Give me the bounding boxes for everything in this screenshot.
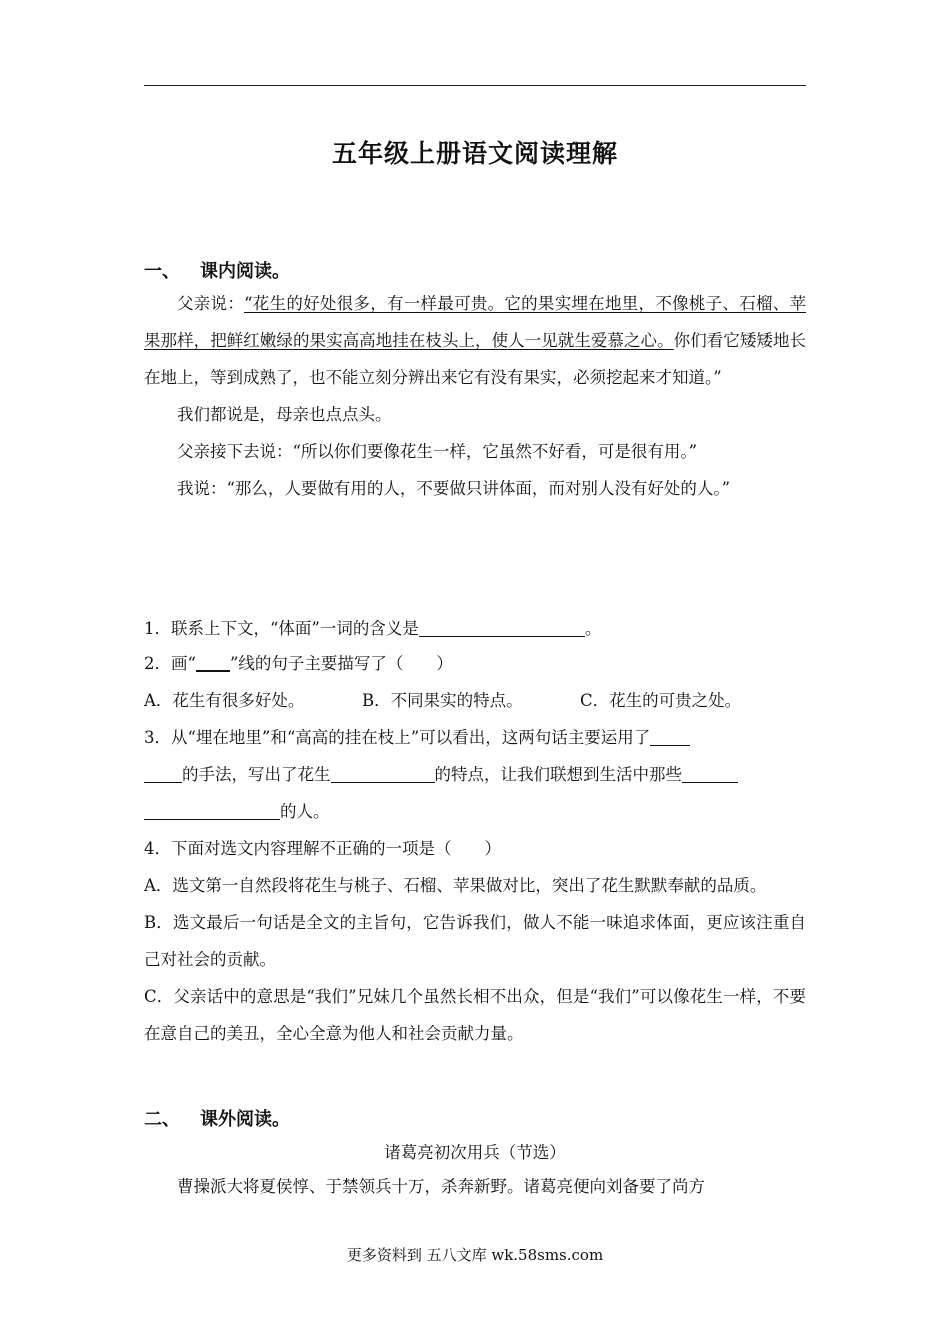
question-2 bbox=[144, 645, 806, 682]
answer-blank bbox=[650, 729, 690, 747]
underline-mark-sample bbox=[196, 655, 230, 672]
section2-passage bbox=[144, 1168, 806, 1205]
section2-paragraph-1: 曹操派大将夏侯惇、于禁领兵十万，杀奔新野。诸葛亮便向刘备要了尚方 bbox=[177, 1177, 705, 1196]
passage-paragraph-4: 我说：“那么，人要做有用的人，不要做只讲体面，而对别人没有好处的人。” bbox=[177, 479, 731, 498]
question-2-text-end: ”线的句子主要描写了（ ） bbox=[229, 654, 453, 673]
section2-heading bbox=[144, 1105, 290, 1131]
passage-paragraph-1 bbox=[144, 285, 806, 396]
section2-heading-number: 二、 bbox=[144, 1109, 180, 1130]
answer-blank bbox=[682, 766, 738, 784]
paragraph-1-rest: 你们看它矮矮地长在地上，等到成熟了，也不能立刻分辨出来它有没有果实，必须挖起来才知道。” bbox=[144, 331, 806, 387]
question-3-line-3 bbox=[144, 793, 806, 830]
page-title: 五年级上册语文阅读理解 bbox=[331, 139, 618, 168]
question-3-text-3: 的特点，让我们联想到生活中那些 bbox=[434, 765, 682, 784]
question-1-text: 1．联系上下文，“体面”一词的含义是 bbox=[144, 619, 419, 638]
option-a: A．花生有很多好处。 bbox=[144, 691, 305, 710]
section1-heading-number: 一、 bbox=[144, 261, 180, 282]
answer-blank bbox=[144, 803, 280, 821]
footer-text: 更多资料到 五八文库 wk.58sms.com bbox=[346, 1246, 604, 1264]
question-4-option-c: C．父亲话中的意思是“我们”兄妹几个虽然长相不出众，但是“我们”可以像花生一样，不要在意自己的美丑，全心全意为他人和社会贡献力量。 bbox=[144, 987, 806, 1043]
question-4-option-b: B．选文最后一句话是全文的主旨句，它告诉我们，做人不能一味追求体面，更应该注重自己对社会的贡献。 bbox=[144, 913, 806, 969]
passage-title: 诸葛亮初次用兵（节选） bbox=[384, 1143, 566, 1162]
question-4-option-a: A．选文第一自然段将花生与桃子、石榴、苹果做对比，突出了花生默默奉献的品质。 bbox=[144, 876, 767, 895]
question-3-text-2: 的手法，写出了花生 bbox=[182, 765, 331, 784]
question-3-text-4: 的人。 bbox=[280, 802, 330, 821]
answer-blank bbox=[144, 766, 182, 784]
section1-questions bbox=[144, 610, 806, 1052]
passage-paragraph-3: 父亲接下去说：“所以你们要像花生一样，它虽然不好看，可是很有用。” bbox=[177, 442, 698, 461]
section2-heading-text: 课外阅读。 bbox=[200, 1109, 290, 1130]
section1-passage bbox=[144, 285, 806, 507]
question-2-options bbox=[144, 682, 806, 719]
paragraph-1-lead: 父亲说： bbox=[177, 294, 245, 313]
question-4: 4．下面对选文内容理解不正确的一项是（ ） bbox=[144, 839, 501, 858]
question-3-line-1 bbox=[144, 719, 806, 756]
section1-heading bbox=[144, 257, 290, 283]
question-1 bbox=[144, 610, 806, 647]
header-rule bbox=[144, 85, 806, 86]
question-1-end: 。 bbox=[584, 619, 602, 638]
section1-heading-text: 课内阅读。 bbox=[200, 261, 290, 282]
question-3-text: 3．从“埋在地里”和“高高的挂在枝上”可以看出，这两句话主要运用了 bbox=[144, 728, 651, 747]
answer-blank bbox=[419, 620, 585, 638]
option-b: B．不同果实的特点。 bbox=[362, 691, 523, 710]
underlined-sentence: “花生的好处很多，有一样最可贵。它的果实埋在地里，不像桃子、石榴、苹果那样，把鲜红嫩绿的果实高高地挂在枝头上，使人一见就生爱慕之心。 bbox=[144, 294, 807, 350]
answer-blank bbox=[331, 766, 435, 784]
question-3-line-2 bbox=[144, 756, 806, 793]
option-c: C．花生的可贵之处。 bbox=[580, 691, 742, 710]
passage-paragraph-2: 我们都说是，母亲也点点头。 bbox=[177, 405, 392, 424]
question-2-text: 2．画“ bbox=[144, 654, 196, 673]
